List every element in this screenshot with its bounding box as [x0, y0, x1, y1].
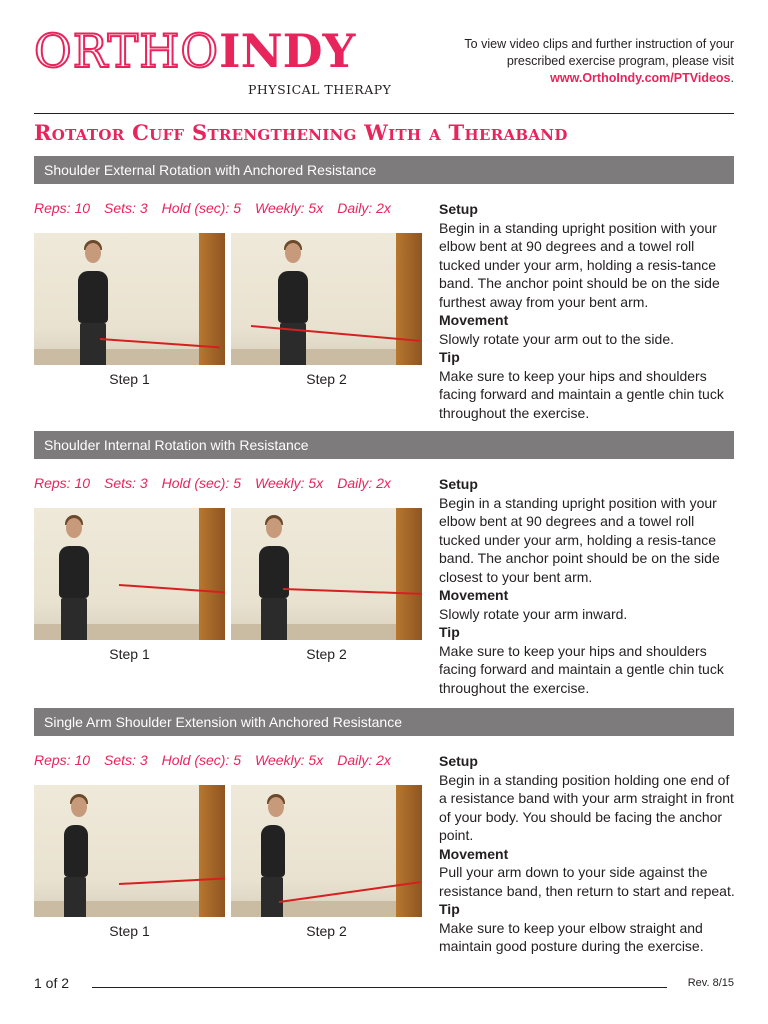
param-hold: Hold (sec): 5: [161, 752, 241, 768]
param-daily: Daily: 2x: [337, 752, 391, 768]
page-number: 1 of 2: [34, 975, 70, 991]
param-weekly: Weekly: 5x: [255, 752, 324, 768]
param-sets: Sets: 3: [104, 200, 148, 216]
step-2-label: Step 2: [306, 371, 347, 387]
step-2-photo: [231, 785, 422, 917]
tip-heading: Tip: [439, 624, 460, 640]
param-hold: Hold (sec): 5: [161, 475, 241, 491]
tip-heading: Tip: [439, 349, 460, 365]
param-hold: Hold (sec): 5: [161, 200, 241, 216]
header-divider: [34, 113, 734, 114]
param-daily: Daily: 2x: [337, 475, 391, 491]
section-heading: Single Arm Shoulder Extension with Anchored Resistance: [34, 708, 734, 736]
exercise-params: [34, 200, 405, 216]
section-heading: Shoulder Internal Rotation with Resistance: [34, 431, 734, 459]
step-1-label: Step 1: [109, 371, 150, 387]
exercise-section-shoulder-extension: [34, 708, 735, 954]
header-note-end: .: [730, 71, 734, 85]
step-2-label: Step 2: [306, 923, 347, 939]
section-heading: Shoulder External Rotation with Anchored Resistance: [34, 156, 734, 184]
param-weekly: Weekly: 5x: [255, 200, 324, 216]
step-2-label: Step 2: [306, 646, 347, 662]
step-1-label: Step 1: [109, 646, 150, 662]
header-note: [434, 36, 734, 87]
tip-text: Make sure to keep your hips and shoulders facing forward and maintain a gentle chin tuck throughout the exercise.: [439, 367, 724, 421]
orthoindy-logo: [34, 24, 392, 97]
movement-text: Slowly rotate your arm inward.: [439, 605, 628, 622]
param-sets: Sets: 3: [104, 752, 148, 768]
param-reps: Reps: 10: [34, 475, 91, 491]
setup-text: Begin in a standing upright position with your elbow bent at 90 degrees and a towel roll tucked under your arm, holding a resis-tance band. The anchor point should be on the side closest to your bent arm.: [439, 494, 720, 585]
param-reps: Reps: 10: [34, 200, 91, 216]
step-2-photo: [231, 233, 422, 365]
movement-text: Pull your arm down to your side against the resistance band, then return to start and repeat.: [439, 864, 735, 899]
param-reps: Reps: 10: [34, 752, 91, 768]
exercise-params: [34, 475, 405, 491]
movement-heading: Movement: [439, 587, 509, 603]
step-2-photo: [231, 508, 422, 640]
param-sets: Sets: 3: [104, 475, 148, 491]
page-title: Rotator Cuff Strengthening With a Theraband: [34, 120, 568, 145]
logo-indy-text: INDY: [219, 24, 356, 78]
step-1-label: Step 1: [109, 923, 150, 939]
video-link[interactable]: www.OrthoIndy.com/PTVideos: [550, 71, 731, 85]
footer-divider: [92, 987, 667, 988]
exercise-description: [439, 200, 737, 422]
step-1-photo: [34, 233, 225, 365]
exercise-description: [439, 752, 737, 956]
step-1-photo: [34, 785, 225, 917]
step-1-photo: [34, 508, 225, 640]
tip-heading: Tip: [439, 901, 460, 917]
exercise-section-external-rotation: [34, 156, 734, 421]
setup-heading: Setup: [439, 476, 478, 492]
header-note-text: To view video clips and further instruction of your prescribed exercise program, please visit: [464, 37, 734, 68]
setup-text: Begin in a standing upright position with your elbow bent at 90 degrees and a towel roll tucked under your arm, holding a resis-tance band. The anchor point should be on the side furthest away from your bent arm.: [439, 219, 720, 310]
exercise-params: [34, 752, 405, 768]
movement-text: Slowly rotate your arm out to the side.: [439, 330, 674, 347]
param-weekly: Weekly: 5x: [255, 475, 324, 491]
exercise-section-internal-rotation: [34, 431, 734, 696]
logo-ortho-text: ORTHO: [34, 24, 220, 78]
tip-text: Make sure to keep your elbow straight and maintain good posture during the exercise.: [439, 919, 704, 954]
setup-heading: Setup: [439, 753, 478, 769]
logo-subtitle: PHYSICAL THERAPY: [248, 82, 392, 97]
movement-heading: Movement: [439, 312, 509, 328]
tip-text: Make sure to keep your hips and shoulders facing forward and maintain a gentle chin tuck throughout the exercise.: [439, 642, 724, 696]
setup-text: Begin in a standing position holding one end of a resistance band with your arm straight in front of your body. You should be facing the anchor point.: [439, 771, 734, 843]
revision-label: Rev. 8/15: [687, 977, 734, 989]
param-daily: Daily: 2x: [337, 200, 391, 216]
exercise-description: [439, 475, 737, 697]
movement-heading: Movement: [439, 845, 509, 862]
setup-heading: Setup: [439, 201, 478, 217]
